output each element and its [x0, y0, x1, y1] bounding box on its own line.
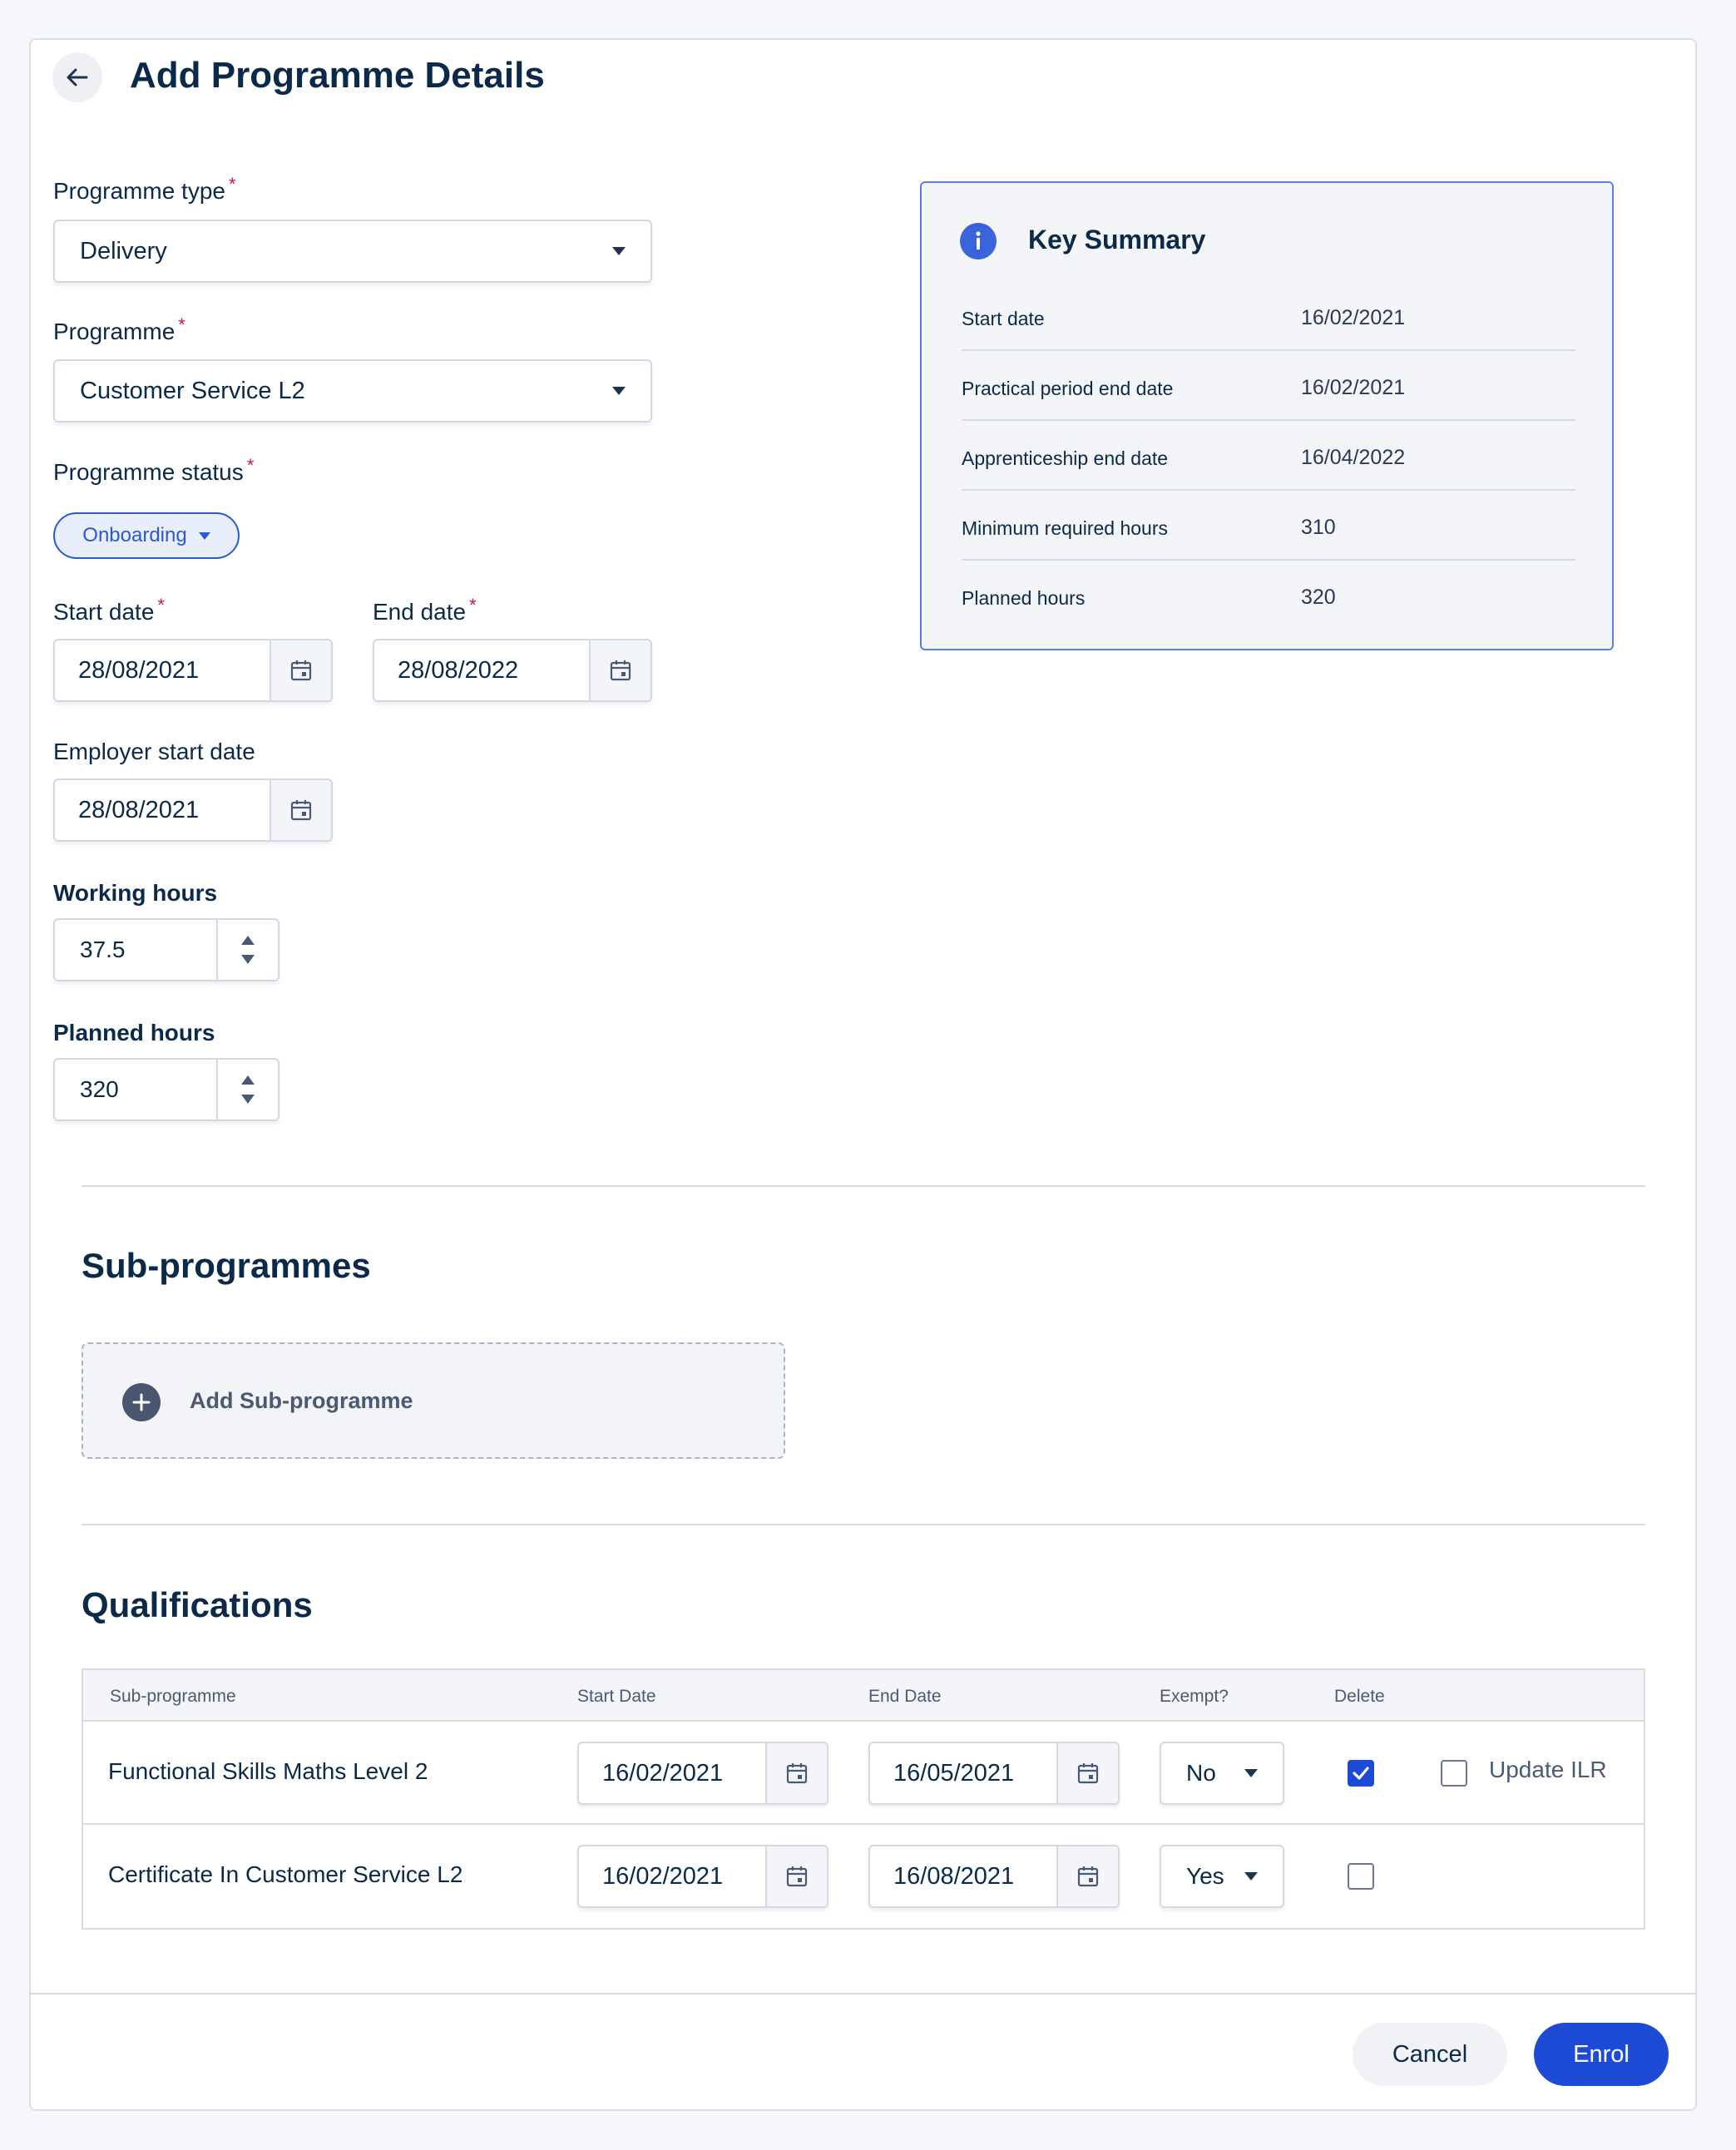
qualifications-title: Qualifications	[82, 1585, 313, 1624]
section-divider	[82, 1524, 1645, 1525]
key-summary-panel	[920, 181, 1614, 650]
increment-icon[interactable]	[241, 936, 255, 945]
end-date-value[interactable]: 28/08/2022	[398, 656, 519, 684]
calendar-icon	[1076, 1762, 1100, 1785]
table-header	[83, 1670, 1644, 1722]
required-marker: *	[157, 595, 165, 615]
summary-row	[962, 421, 1575, 491]
exempt-value: Yes	[1186, 1863, 1224, 1889]
back-button[interactable]	[52, 52, 102, 102]
caret-down-icon	[612, 247, 626, 255]
column-header: Start Date	[577, 1687, 656, 1706]
programme-value: Customer Service L2	[80, 377, 305, 404]
qualification-end-date-field[interactable]	[868, 1742, 1120, 1805]
update-ilr-checkbox[interactable]	[1441, 1760, 1467, 1787]
delete-checkbox[interactable]	[1348, 1760, 1374, 1787]
summary-value: 310	[1301, 516, 1336, 539]
programme-status-label	[53, 455, 255, 486]
caret-down-icon	[1244, 1769, 1258, 1777]
qualifications-table	[82, 1668, 1645, 1930]
key-summary-title: Key Summary	[1028, 225, 1206, 255]
calendar-icon	[785, 1762, 809, 1785]
required-marker: *	[178, 314, 185, 335]
summary-key: Apprenticeship end date	[962, 447, 1169, 469]
summary-row	[962, 351, 1575, 421]
column-header: Delete	[1334, 1687, 1385, 1706]
calendar-button[interactable]	[1056, 1743, 1118, 1803]
calendar-button[interactable]	[270, 640, 331, 700]
start-date-value[interactable]: 28/08/2021	[78, 656, 200, 684]
add-sub-programme-label: Add Sub-programme	[190, 1388, 413, 1413]
calendar-icon	[289, 798, 313, 822]
working-hours-label: Working hours	[53, 880, 218, 906]
qualification-end-date-value[interactable]: 16/08/2021	[893, 1862, 1015, 1890]
start-date-field[interactable]	[53, 639, 333, 702]
caret-down-icon	[199, 532, 210, 540]
exempt-value: No	[1186, 1760, 1216, 1786]
summary-key: Minimum required hours	[962, 517, 1168, 539]
calendar-button[interactable]	[1056, 1846, 1118, 1906]
enrol-button[interactable]: Enrol	[1534, 2023, 1669, 2086]
stepper-arrows[interactable]	[216, 920, 278, 980]
cancel-button[interactable]: Cancel	[1353, 2023, 1507, 2086]
required-marker: *	[246, 455, 255, 476]
programme-type-value: Delivery	[80, 237, 167, 264]
column-header: Sub-programme	[110, 1687, 236, 1706]
programme-label-text: Programme	[53, 319, 176, 344]
info-icon	[960, 223, 997, 259]
summary-value: 16/02/2021	[1301, 376, 1406, 399]
required-marker: *	[228, 174, 236, 195]
column-header: Exempt?	[1160, 1687, 1229, 1706]
planned-hours-label: Planned hours	[53, 1020, 215, 1045]
qualification-name: Functional Skills Maths Level 2	[108, 1758, 428, 1784]
arrow-left-icon	[65, 65, 90, 90]
working-hours-value[interactable]: 37.5	[80, 937, 126, 962]
sub-programmes-title: Sub-programmes	[82, 1246, 371, 1285]
exempt-select[interactable]	[1160, 1742, 1284, 1805]
section-divider	[82, 1185, 1645, 1187]
summary-value: 16/04/2022	[1301, 446, 1406, 469]
qualification-start-date-field[interactable]	[577, 1742, 828, 1805]
employer-start-date-value[interactable]: 28/08/2021	[78, 796, 200, 823]
calendar-icon	[289, 659, 313, 682]
programme-type-label-text: Programme type	[53, 178, 225, 204]
decrement-icon[interactable]	[241, 1095, 255, 1104]
end-date-label	[373, 595, 477, 625]
summary-row	[962, 491, 1575, 561]
calendar-button[interactable]	[270, 780, 331, 840]
calendar-icon	[1076, 1865, 1100, 1888]
checkmark-icon	[1349, 1762, 1372, 1785]
page-title: Add Programme Details	[130, 55, 545, 96]
qualification-end-date-value[interactable]: 16/05/2021	[893, 1759, 1015, 1787]
required-marker: *	[469, 595, 477, 615]
calendar-button[interactable]	[765, 1743, 827, 1803]
programme-select[interactable]	[53, 359, 652, 423]
programme-status-dropdown[interactable]	[53, 512, 240, 559]
plus-icon	[122, 1383, 161, 1421]
start-date-label	[53, 595, 165, 625]
table-row	[83, 1722, 1644, 1825]
table-row	[83, 1825, 1644, 1928]
summary-row	[962, 561, 1575, 630]
programme-label	[53, 314, 185, 345]
summary-key: Practical period end date	[962, 378, 1174, 399]
planned-hours-value[interactable]: 320	[80, 1076, 119, 1102]
caret-down-icon	[1244, 1872, 1258, 1881]
stepper-arrows[interactable]	[216, 1060, 278, 1119]
programme-type-select[interactable]	[53, 220, 652, 283]
working-hours-stepper[interactable]	[53, 918, 279, 981]
programme-status-label-text: Programme status	[53, 459, 244, 485]
qualification-start-date-field[interactable]	[577, 1845, 828, 1908]
summary-value: 320	[1301, 586, 1336, 609]
qualification-end-date-field[interactable]	[868, 1845, 1120, 1908]
summary-key: Planned hours	[962, 587, 1086, 609]
calendar-icon	[609, 659, 632, 682]
footer-divider	[29, 1993, 1697, 1994]
add-sub-programme-button[interactable]	[82, 1342, 785, 1459]
qualification-start-date-value[interactable]: 16/02/2021	[602, 1759, 724, 1787]
calendar-icon	[785, 1865, 809, 1888]
employer-start-date-field[interactable]	[53, 778, 333, 842]
delete-checkbox[interactable]	[1348, 1863, 1374, 1890]
programme-status-value: Onboarding	[82, 524, 187, 546]
update-ilr-label: Update ILR	[1489, 1757, 1607, 1782]
caret-down-icon	[612, 387, 626, 395]
end-date-label-text: End date	[373, 599, 467, 625]
summary-key: Start date	[962, 308, 1045, 329]
summary-value: 16/02/2021	[1301, 306, 1406, 329]
decrement-icon[interactable]	[241, 955, 255, 964]
calendar-button[interactable]	[589, 640, 650, 700]
start-date-label-text: Start date	[53, 599, 155, 625]
employer-start-date-label: Employer start date	[53, 739, 255, 764]
column-header: End Date	[868, 1687, 942, 1706]
programme-type-label	[53, 174, 236, 205]
increment-icon[interactable]	[241, 1075, 255, 1085]
qualification-name: Certificate In Customer Service L2	[108, 1861, 463, 1887]
summary-row	[962, 281, 1575, 351]
qualification-start-date-value[interactable]: 16/02/2021	[602, 1862, 724, 1890]
calendar-button[interactable]	[765, 1846, 827, 1906]
planned-hours-stepper[interactable]	[53, 1058, 279, 1121]
exempt-select[interactable]	[1160, 1845, 1284, 1908]
end-date-field[interactable]	[373, 639, 652, 702]
